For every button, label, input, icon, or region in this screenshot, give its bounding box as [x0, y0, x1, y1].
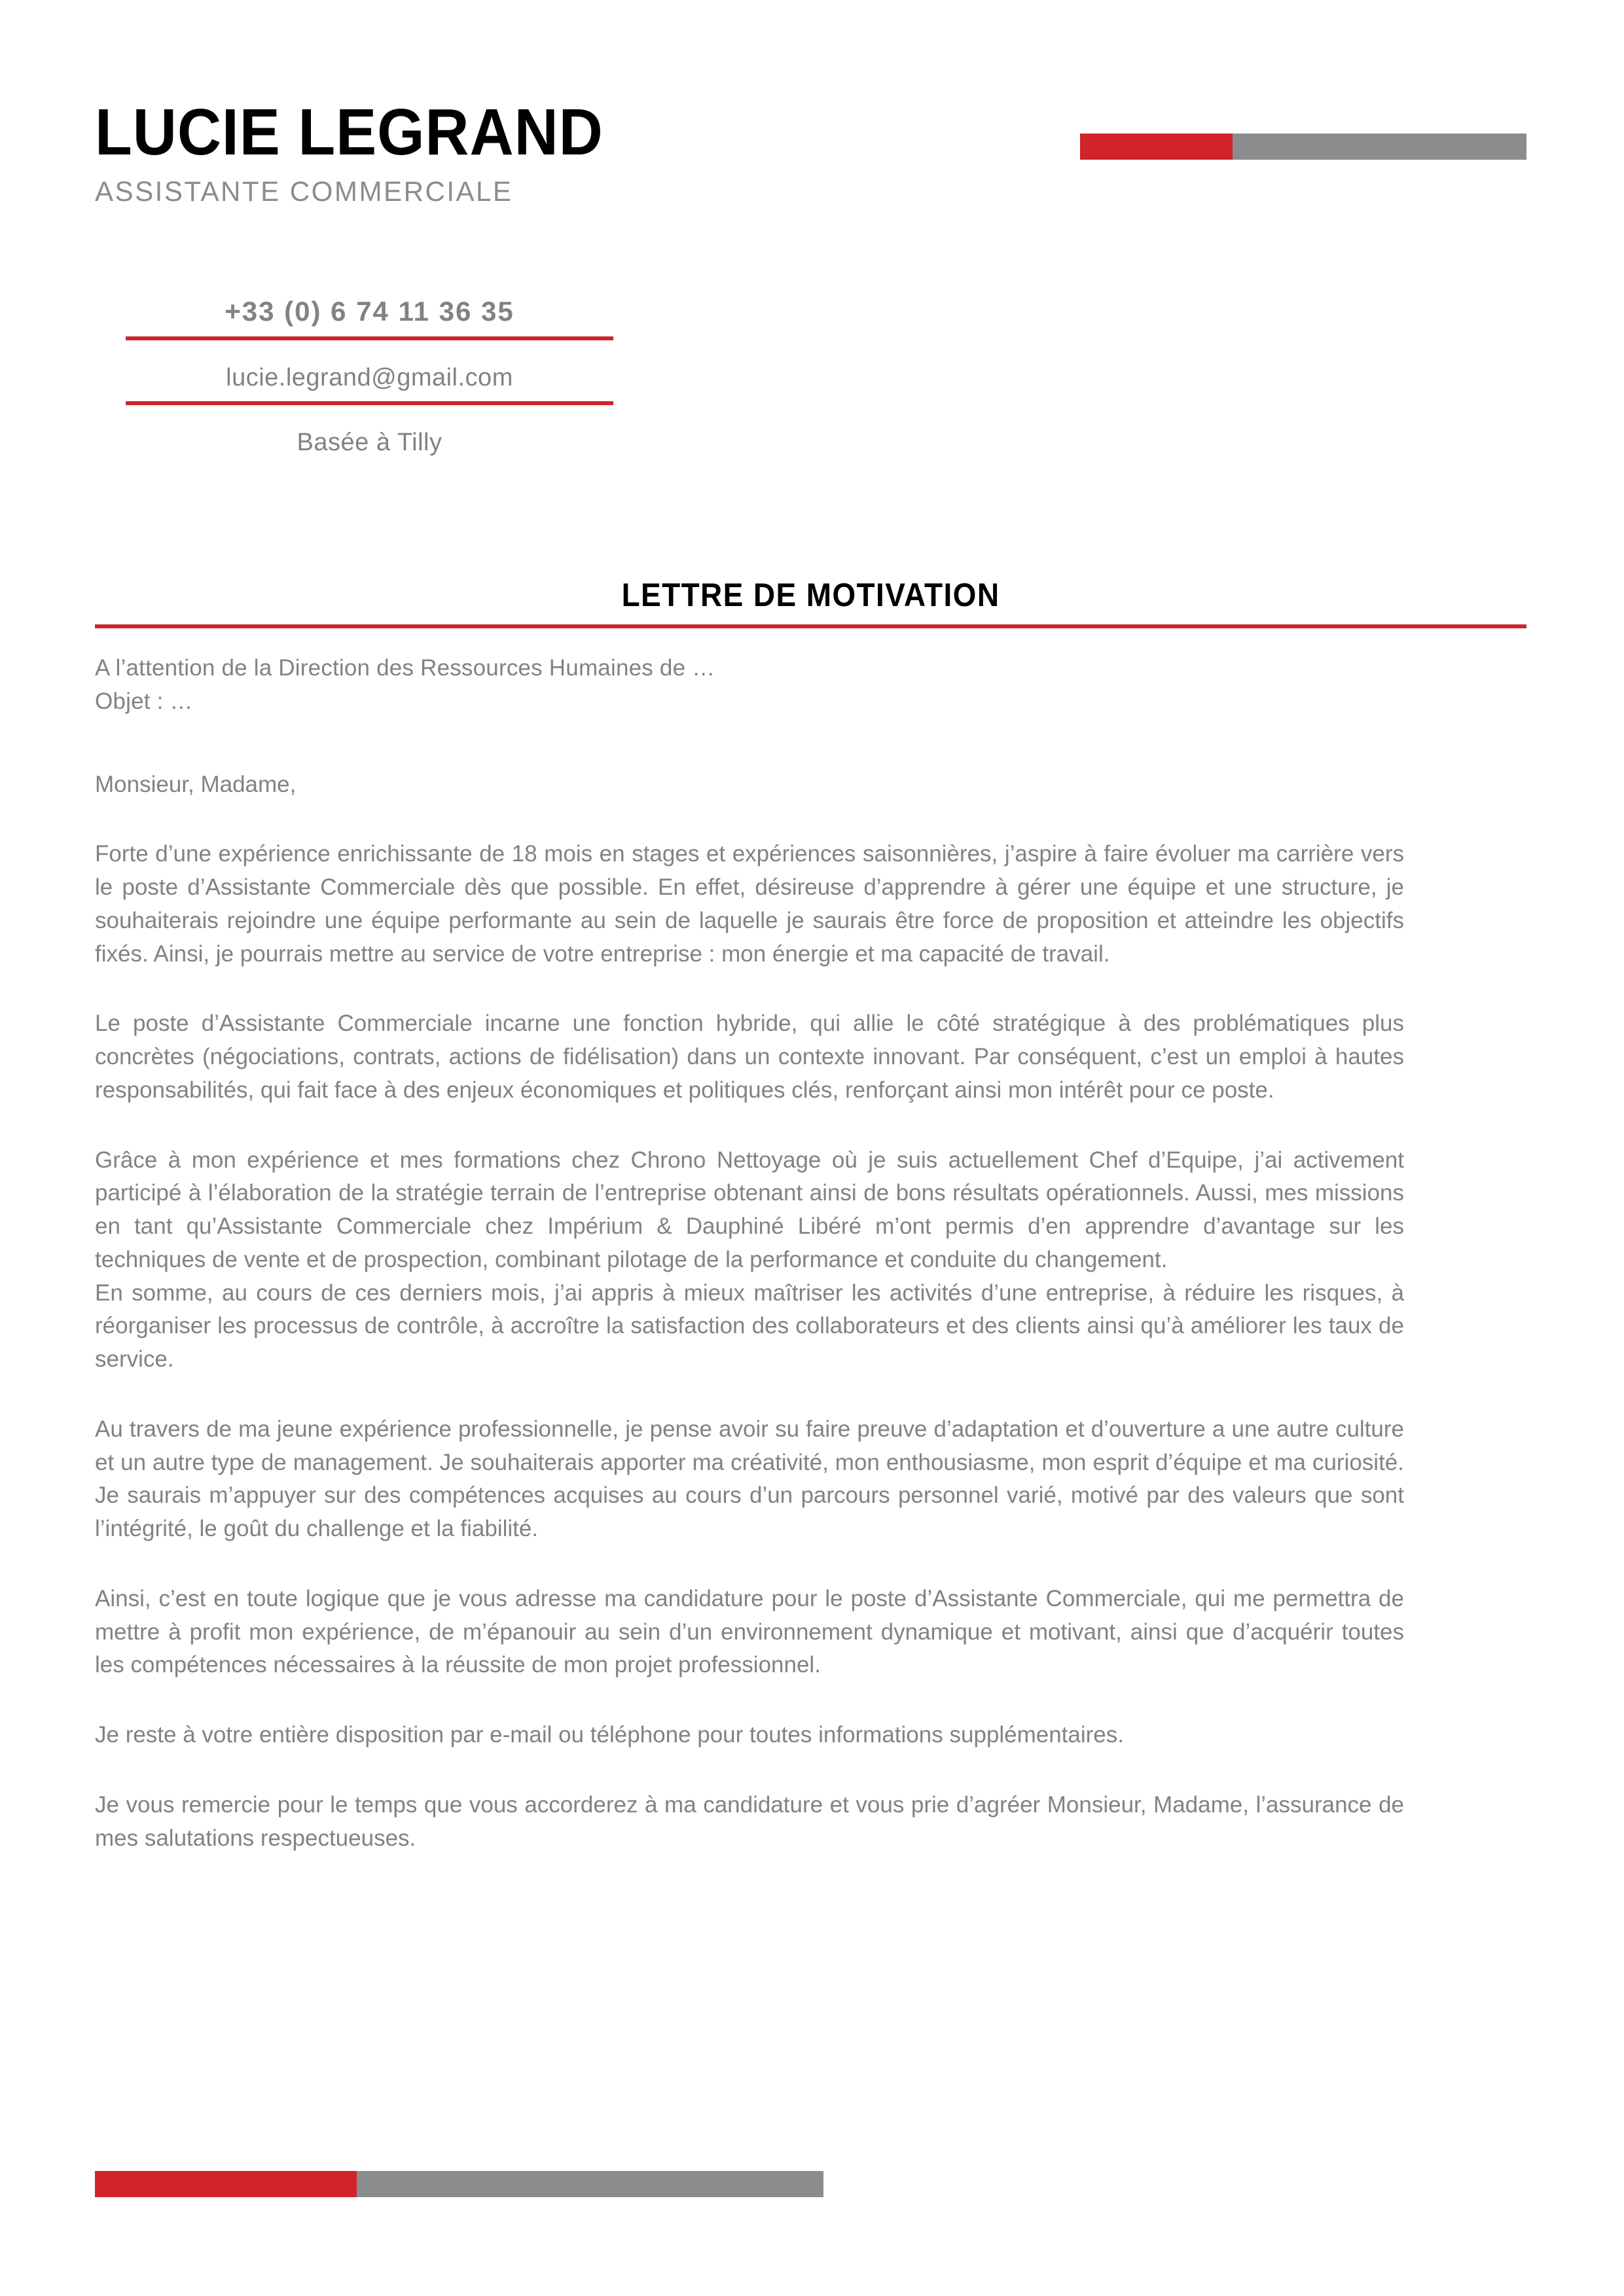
letter-paragraph: En somme, au cours de ces derniers mois, j’ai appris à mieux maîtriser les activités d’une entreprise, à réduire les risques, à réorganiser les processus de contrôle, à accroître la satisfaction des collaborateurs et des clients ainsi qu’à améliorer les taux de service. [95, 1280, 1404, 1372]
bottom-accent-bar-red-segment [95, 2171, 357, 2197]
letter-paragraph: Ainsi, c’est en toute logique que je vous adresse ma candidature pour le poste d’Assistante Commerciale, qui me permettra de mettre à profit mon expérience, de m’épanouir au sein d’un environnement dynamique et motivant, ainsi que d’acquérir toutes les compétences nécessaires à la réussite de mon projet professionnel. [95, 1585, 1404, 1678]
bottom-accent-bar [95, 2171, 823, 2197]
letter-paragraph: Au travers de ma jeune expérience professionnelle, je pense avoir su faire preuve d’adaptation et d’ouverture a une autre culture et un autre type de management. Je souhaiterais apporter ma créativité, mon enthousiasme, mon esprit d’équipe et ma curiosité. Je saurais m’appuyer sur des compétences acquises au cours d’un parcours personnel varié, motivé par des valeurs que sont l’intégrité, le goût du challenge et la fiabilité. [95, 1416, 1404, 1541]
letter-title: LETTRE DE MOTIVATION [621, 577, 1000, 613]
top-accent-bar [1080, 134, 1526, 160]
letter-title-block [95, 576, 1526, 628]
letter-paragraph: Forte d’une expérience enrichissante de 18 mois en stages et expériences saisonnières, j’aspire à faire évoluer ma carrière vers le poste d’Assistante Commerciale dès que possible. En effet, désireuse d’apprendre à gérer une équipe et une structure, je souhaiterais rejoindre une équipe performante au sein de laquelle je saurais être force de proposition et atteindre les objectifs fixés. Ainsi, je pourrais mettre au service de votre entreprise : mon énergie et ma capacité de travail. [95, 841, 1404, 967]
candidate-job-title: ASSISTANTE COMMERCIALE [95, 176, 513, 207]
letter-salutation: Monsieur, Madame, [95, 771, 297, 797]
letter-recipient: A l’attention de la Direction des Ressources Humaines de … [95, 655, 715, 681]
letter-body [95, 652, 1404, 1855]
contact-location: Basée à Tilly [297, 429, 442, 456]
top-accent-bar-red-segment [1080, 134, 1233, 160]
bottom-accent-bar-grey-segment [357, 2171, 823, 2197]
letter-closing: Je vous remercie pour le temps que vous accorderez à ma candidature et vous prie d’agréer Monsieur, Madame, l’assurance de mes salutations respectueuses. [95, 1791, 1404, 1851]
document-header [95, 98, 1528, 249]
letter-subject: Objet : … [95, 688, 193, 714]
letter-paragraph: Le poste d’Assistante Commerciale incarne une fonction hybride, qui allie le côté stratégique à des problématiques plus concrètes (négociations, contrats, actions de fidélisation) dans un contexte innovant. Par conséquent, c’est un emploi à hautes responsabilités, qui fait face à des enjeux économiques et politiques clés, renforçant ainsi mon intérêt pour ce poste. [95, 1011, 1404, 1103]
candidate-name: LUCIE LEGRAND [95, 96, 604, 169]
contact-block [126, 296, 613, 463]
top-accent-bar-grey-segment [1233, 134, 1526, 160]
letter-paragraph: Je reste à votre entière disposition par e-mail ou téléphone pour toutes informations supplémentaires. [95, 1722, 1124, 1748]
letter-title-rule [95, 624, 1526, 628]
letter-paragraph: Grâce à mon expérience et mes formations chez Chrono Nettoyage où je suis actuellement Chef d’Equipe, j’ai activement participé à l’élaboration de la stratégie terrain de l’entreprise obtenant ainsi de bons résultats opérationnels. Aussi, mes missions en tant qu’Assistante Commerciale chez Impérium & Dauphiné Libéré m’ont permis d’en apprendre d’avantage sur les techniques de vente et de prospection, combinant pilotage de la performance et conduite du changement. [95, 1147, 1404, 1272]
contact-phone: +33 (0) 6 74 11 36 35 [126, 296, 613, 340]
contact-email: lucie.legrand@gmail.com [126, 340, 613, 405]
